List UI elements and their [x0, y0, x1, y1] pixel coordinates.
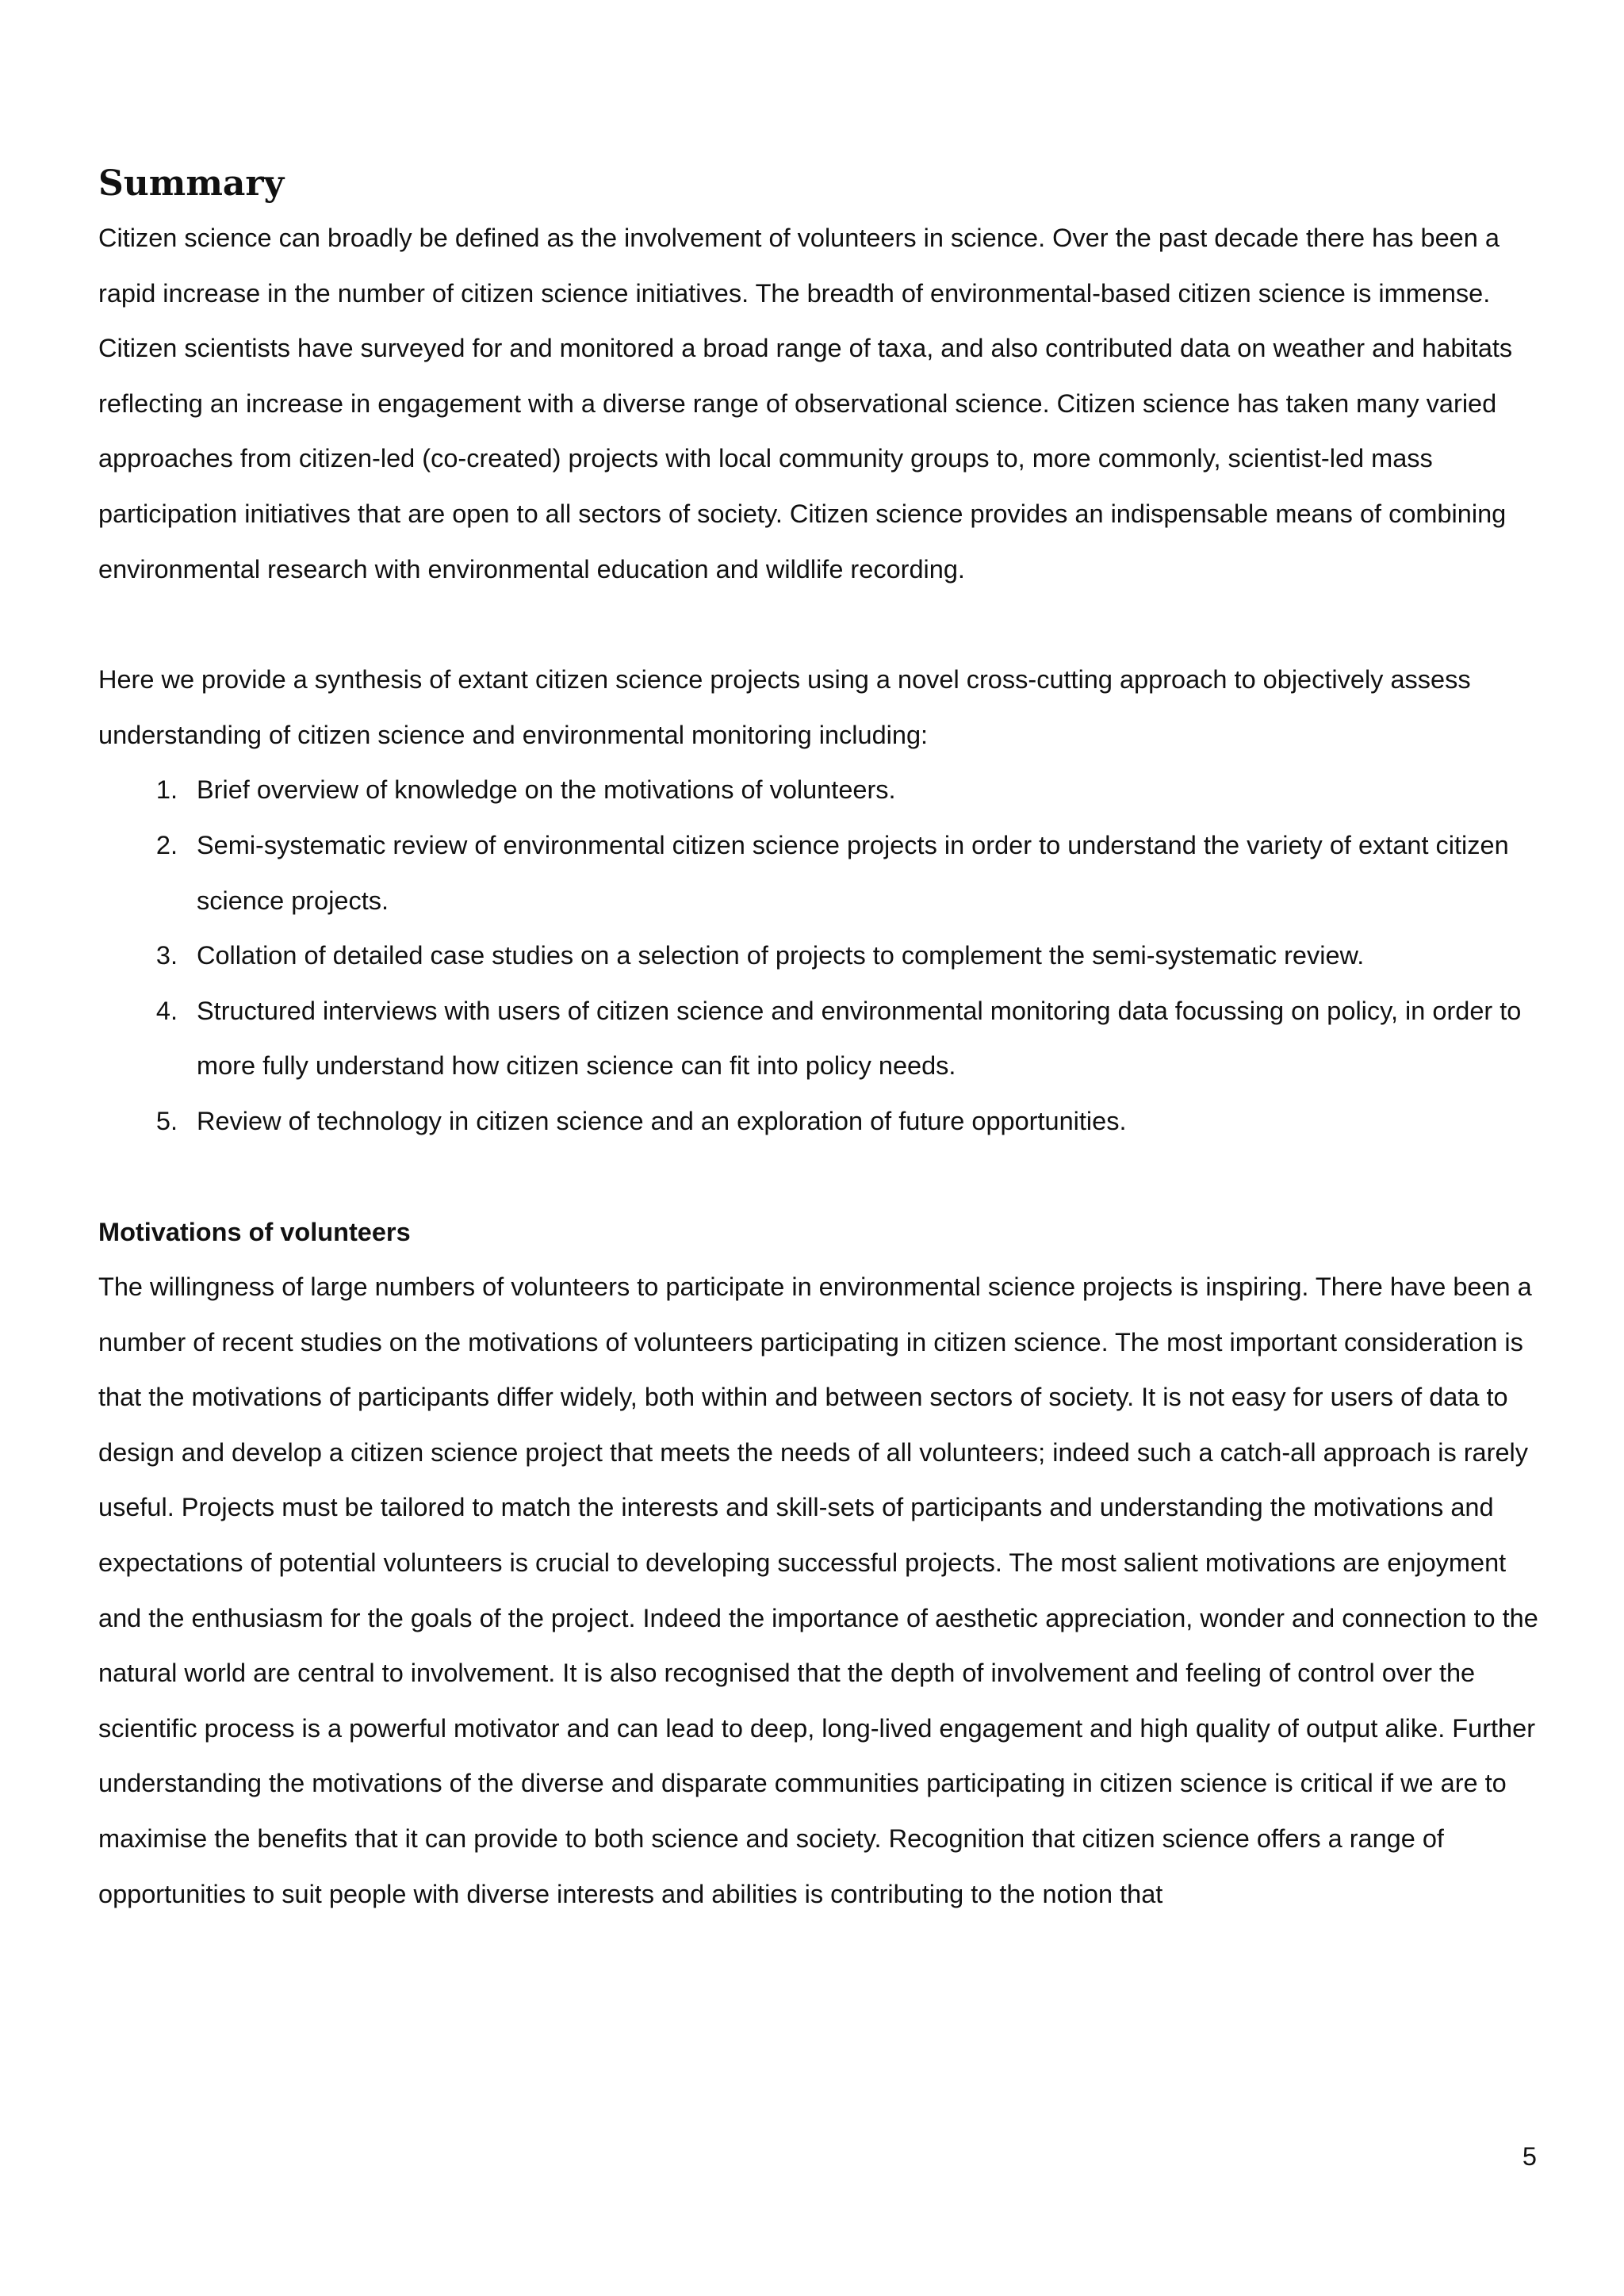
motivations-heading: Motivations of volunteers	[98, 1217, 411, 1246]
list-item-text: Semi-systematic review of environmental citizen science projects in order to understand the variety of extant citizen science projects.	[197, 830, 1509, 915]
list-item	[98, 1094, 1538, 1150]
page-number: 5	[1522, 2142, 1537, 2171]
summary-title: Summary	[98, 163, 285, 204]
list-item-number: 5.	[155, 1106, 178, 1135]
list-item	[98, 763, 1538, 818]
section-gap	[98, 1150, 1538, 1205]
motivations-paragraph: The willingness of large numbers of volunteers to participate in environmental science projects is inspiring. There have been a number of recent studies on the motivations of volunteers participating in citizen science. The most important consideration is that the motivations of participants differ widely, both within and between sectors of society. It is not easy for users of data to design and develop a citizen science project that meets the needs of all volunteers; indeed such a catch-all approach is rarely useful. Projects must be tailored to match the interests and skill-sets of participants and understanding the motivations and expectations of potential volunteers is crucial to developing successful projects. The most salient motivations are enjoyment and the enthusiasm for the goals of the project. Indeed the importance of aesthetic appreciation, wonder and connection to the natural world are central to involvement. It is also recognised that the depth of involvement and feeling of control over the scientific process is a powerful motivator and can lead to deep, long-lived engagement and high quality of output alike. Further understanding the motivations of the diverse and disparate communities participating in citizen science is critical if we are to maximise the benefits that it can provide to both science and society. Recognition that citizen science offers a range of opportunities to suit people with diverse interests and abilities is contributing to the notion that	[98, 1272, 1538, 1908]
list-item-number: 1.	[155, 775, 178, 805]
list-item-number: 4.	[155, 996, 178, 1025]
paragraph-gap	[98, 597, 1538, 652]
list-item	[98, 928, 1538, 984]
list-item-text: Collation of detailed case studies on a selection of projects to complement the semi-systematic review.	[197, 941, 1365, 970]
list-item	[98, 984, 1538, 1094]
list-item-text: Brief overview of knowledge on the motivations of volunteers.	[197, 775, 896, 805]
summary-paragraph-1: Citizen science can broadly be defined as the involvement of volunteers in science. Over the past decade there has been a rapid increase in the number of citizen science initiatives. The breadth of environmental-based citizen science is immense. Citizen scientists have surveyed for and monitored a broad range of taxa, and also contributed data on weather and habitats reflecting an increase in engagement with a diverse range of observational science. Citizen science has taken many varied approaches from citizen-led (co-created) projects with local community groups to, more commonly, scientist-led mass participation initiatives that are open to all sectors of society. Citizen science provides an indispensable means of combining environmental research with environmental education and wildlife recording.	[98, 224, 1513, 584]
summary-paragraph-2: Here we provide a synthesis of extant citizen science projects using a novel cross-cutting approach to objectively assess understanding of citizen science and environmental monitoring including:	[98, 665, 1471, 749]
list-item-number: 3.	[155, 941, 178, 970]
list-item-number: 2.	[155, 830, 178, 859]
summary-list	[98, 763, 1538, 1149]
list-item	[98, 818, 1538, 928]
list-item-text: Structured interviews with users of citizen science and environmental monitoring data focussing on policy, in order to more fully understand how citizen science can fit into policy needs.	[197, 996, 1522, 1081]
document-page	[98, 159, 1538, 1922]
list-item-text: Review of technology in citizen science and an exploration of future opportunities.	[197, 1106, 1127, 1135]
